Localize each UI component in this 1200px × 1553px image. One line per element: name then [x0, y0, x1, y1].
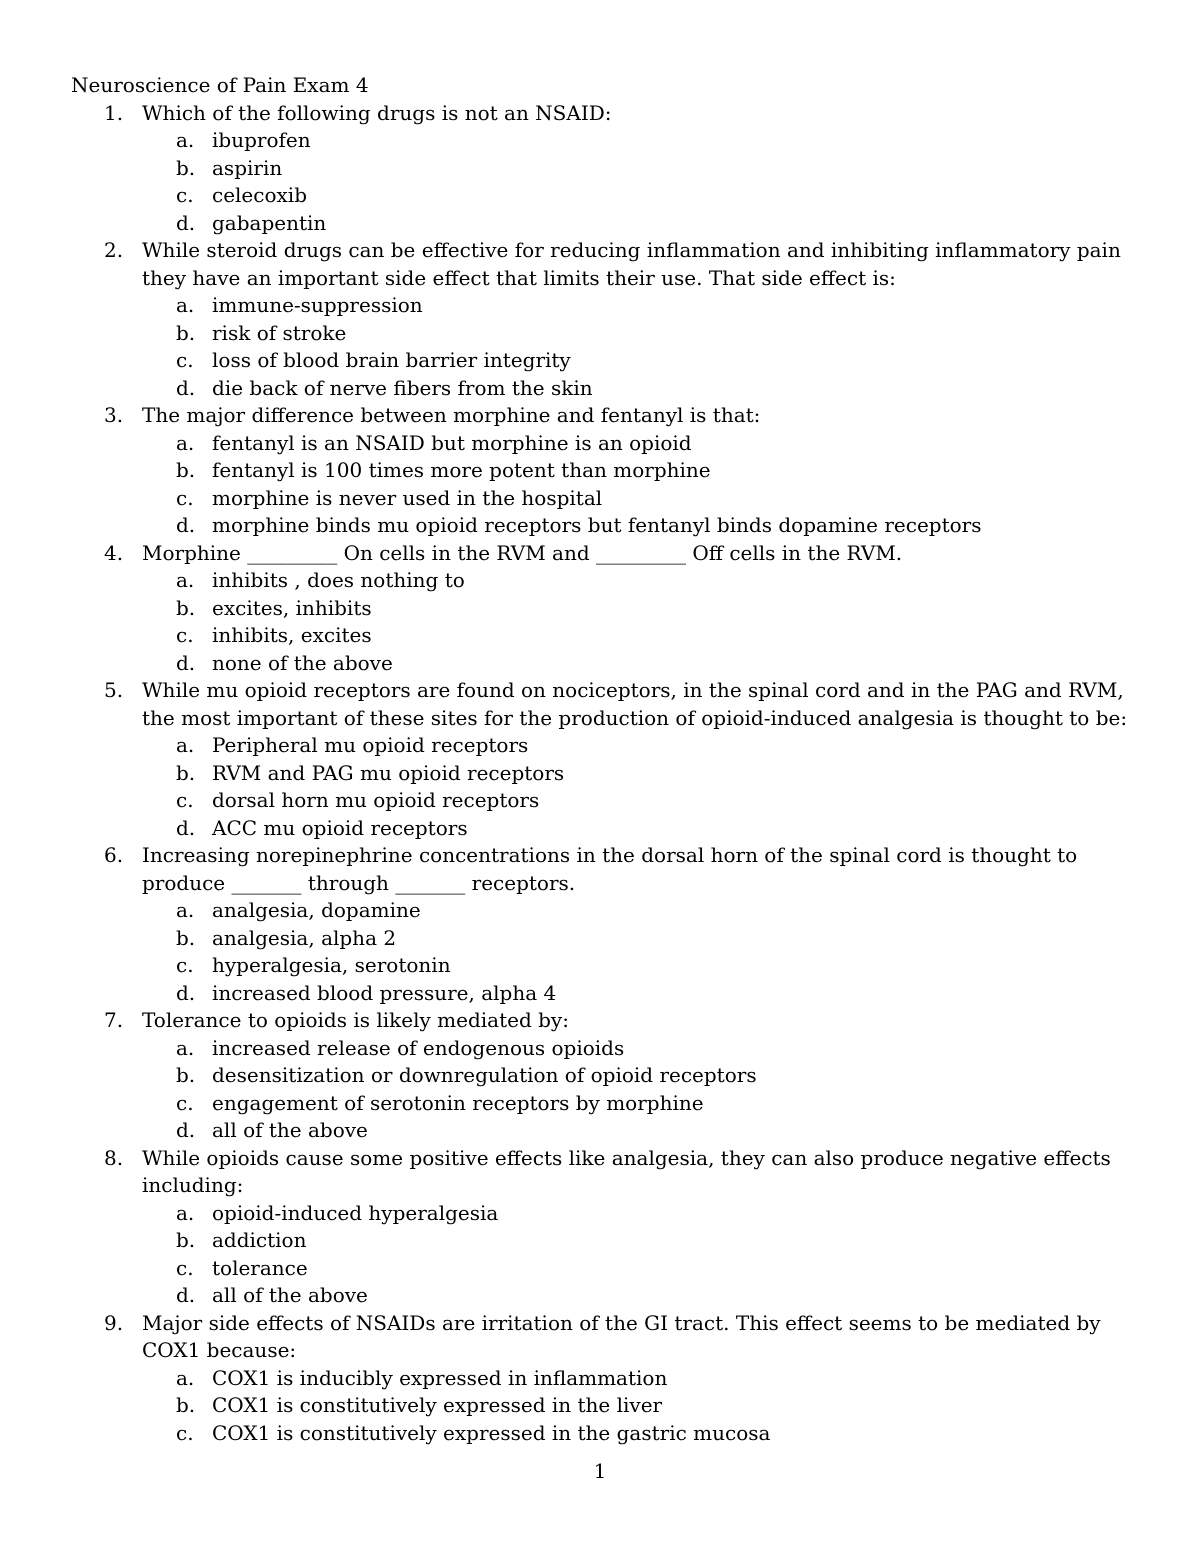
option-text: COX1 is constitutively expressed in the gastric mucosa	[212, 1420, 771, 1445]
question-item	[71, 677, 1151, 842]
option-letter: b.	[176, 155, 196, 180]
option-text: immune-suppression	[212, 293, 423, 317]
answer-option-list	[142, 292, 1151, 402]
option-letter: d.	[176, 650, 196, 675]
answer-option	[142, 595, 1151, 623]
question-text: The major difference between morphine and fentanyl is that:	[142, 403, 761, 427]
option-letter: c.	[176, 1420, 194, 1445]
question-text: While mu opioid receptors are found on nociceptors, in the spinal cord and in the PAG and RVM, the most important of these sites for the production of opioid-induced analgesia is thought to be:	[142, 678, 1128, 730]
option-text: risk of stroke	[212, 320, 347, 345]
question-text: Increasing norepinephrine concentrations in the dorsal horn of the spinal cord is thought to produce _______ through _______ receptors.	[142, 843, 1078, 895]
answer-option	[142, 1365, 1151, 1393]
question-text: While steroid drugs can be effective for reducing inflammation and inhibiting inflammatory pain they have an important side effect that limits their use. That side effect is:	[142, 238, 1121, 290]
answer-option	[142, 320, 1151, 348]
option-text: celecoxib	[212, 183, 307, 207]
question-item	[71, 1007, 1151, 1145]
question-item	[71, 402, 1151, 540]
option-letter: c.	[176, 1090, 194, 1115]
question-number: 2.	[104, 238, 124, 262]
option-letter: a.	[176, 430, 195, 455]
question-item	[71, 1145, 1151, 1310]
option-text: tolerance	[212, 1255, 308, 1280]
answer-option	[142, 1227, 1151, 1255]
option-letter: d.	[176, 1118, 196, 1142]
option-text: inhibits, excites	[212, 623, 372, 647]
answer-option-list	[142, 732, 1151, 842]
question-number: 1.	[104, 100, 124, 125]
option-text: loss of blood brain barrier integrity	[212, 348, 571, 372]
answer-option-list	[142, 127, 1151, 237]
option-letter: c.	[176, 1255, 194, 1280]
question-text: Major side effects of NSAIDs are irritation of the GI tract. This effect seems to be mediated by COX1 because:	[142, 1310, 1101, 1362]
answer-option	[142, 127, 1151, 155]
question-list	[71, 100, 1151, 1448]
option-letter: a.	[176, 733, 195, 757]
answer-option-list	[142, 567, 1151, 677]
option-text: morphine is never used in the hospital	[212, 485, 603, 510]
answer-option	[142, 1420, 1151, 1448]
question-number: 4.	[104, 540, 124, 565]
option-letter: d.	[176, 375, 196, 400]
option-text: excites, inhibits	[212, 595, 372, 620]
answer-option	[142, 182, 1151, 210]
option-letter: a.	[176, 128, 195, 152]
option-text: increased release of endogenous opioids	[212, 1035, 625, 1060]
option-letter: b.	[176, 760, 196, 785]
answer-option	[142, 1035, 1151, 1063]
option-text: all of the above	[212, 1118, 368, 1142]
option-letter: b.	[176, 1063, 196, 1087]
option-text: die back of nerve fibers from the skin	[212, 375, 593, 400]
answer-option	[142, 512, 1151, 540]
option-text: analgesia, alpha 2	[212, 925, 397, 950]
answer-option	[142, 787, 1151, 815]
document-body	[71, 72, 1151, 1447]
option-text: engagement of serotonin receptors by morphine	[212, 1090, 704, 1115]
option-letter: d.	[176, 815, 196, 840]
option-text: COX1 is inducibly expressed in inflammation	[212, 1365, 668, 1390]
option-text: hyperalgesia, serotonin	[212, 953, 451, 977]
option-letter: c.	[176, 183, 194, 207]
answer-option	[142, 1255, 1151, 1283]
option-text: inhibits , does nothing to	[212, 568, 465, 592]
answer-option	[142, 650, 1151, 678]
answer-option	[142, 485, 1151, 513]
answer-option	[142, 1392, 1151, 1420]
answer-option	[142, 430, 1151, 458]
answer-option	[142, 732, 1151, 760]
option-text: Peripheral mu opioid receptors	[212, 733, 529, 757]
option-letter: b.	[176, 320, 196, 345]
answer-option	[142, 1090, 1151, 1118]
question-number: 7.	[104, 1008, 124, 1032]
question-number: 3.	[104, 403, 124, 427]
page-number: 1	[593, 1459, 607, 1483]
option-letter: d.	[176, 210, 196, 235]
question-item	[71, 237, 1151, 402]
option-text: aspirin	[212, 155, 283, 180]
answer-option-list	[142, 1035, 1151, 1145]
option-text: fentanyl is 100 times more potent than morphine	[212, 458, 711, 482]
answer-option	[142, 1062, 1151, 1090]
option-letter: d.	[176, 1283, 196, 1307]
question-text: Tolerance to opioids is likely mediated by:	[142, 1008, 569, 1032]
option-text: morphine binds mu opioid receptors but fentanyl binds dopamine receptors	[212, 513, 982, 537]
answer-option	[142, 1117, 1151, 1145]
question-number: 5.	[104, 678, 124, 702]
answer-option	[142, 815, 1151, 843]
answer-option-list	[142, 430, 1151, 540]
question-item	[71, 540, 1151, 678]
option-letter: d.	[176, 980, 196, 1005]
option-text: addiction	[212, 1228, 307, 1252]
answer-option	[142, 375, 1151, 403]
answer-option-list	[142, 1200, 1151, 1310]
option-text: none of the above	[212, 650, 393, 675]
option-text: increased blood pressure, alpha 4	[212, 980, 557, 1005]
option-letter: b.	[176, 458, 196, 482]
question-number: 8.	[104, 1145, 124, 1170]
question-item	[71, 1310, 1151, 1448]
option-letter: a.	[176, 568, 195, 592]
option-text: opioid-induced hyperalgesia	[212, 1200, 499, 1225]
answer-option	[142, 980, 1151, 1008]
option-letter: b.	[176, 1393, 196, 1417]
answer-option-list	[142, 897, 1151, 1007]
answer-option	[142, 567, 1151, 595]
option-letter: d.	[176, 513, 196, 537]
option-text: fentanyl is an NSAID but morphine is an opioid	[212, 430, 692, 455]
option-text: all of the above	[212, 1283, 368, 1307]
answer-option	[142, 897, 1151, 925]
answer-option	[142, 925, 1151, 953]
option-letter: b.	[176, 925, 196, 950]
option-letter: c.	[176, 788, 194, 812]
option-letter: c.	[176, 485, 194, 510]
question-text: While opioids cause some positive effects like analgesia, they can also produce negative effects including:	[142, 1145, 1111, 1197]
answer-option	[142, 292, 1151, 320]
option-letter: c.	[176, 623, 194, 647]
answer-option	[142, 622, 1151, 650]
question-item	[71, 842, 1151, 1007]
option-letter: a.	[176, 1035, 195, 1060]
option-text: gabapentin	[212, 210, 327, 235]
answer-option	[142, 952, 1151, 980]
answer-option	[142, 347, 1151, 375]
option-text: analgesia, dopamine	[212, 898, 421, 922]
answer-option	[142, 1200, 1151, 1228]
option-letter: a.	[176, 293, 195, 317]
option-letter: a.	[176, 1200, 195, 1225]
option-text: ACC mu opioid receptors	[212, 815, 468, 840]
question-number: 9.	[104, 1310, 124, 1335]
option-text: RVM and PAG mu opioid receptors	[212, 760, 565, 785]
question-text: Which of the following drugs is not an NSAID:	[142, 100, 612, 125]
question-number: 6.	[104, 843, 124, 867]
document-title: Neuroscience of Pain Exam 4	[71, 73, 369, 97]
option-letter: b.	[176, 1228, 196, 1252]
option-letter: a.	[176, 898, 195, 922]
answer-option	[142, 1282, 1151, 1310]
answer-option	[142, 155, 1151, 183]
option-letter: c.	[176, 348, 194, 372]
option-text: ibuprofen	[212, 128, 311, 152]
answer-option-list	[142, 1365, 1151, 1448]
option-text: COX1 is constitutively expressed in the liver	[212, 1393, 663, 1417]
question-item	[71, 100, 1151, 238]
option-letter: a.	[176, 1365, 195, 1390]
question-text: Morphine _________ On cells in the RVM and _________ Off cells in the RVM.	[142, 540, 903, 565]
option-letter: c.	[176, 953, 194, 977]
option-letter: b.	[176, 595, 196, 620]
option-text: desensitization or downregulation of opioid receptors	[212, 1063, 757, 1087]
answer-option	[142, 457, 1151, 485]
answer-option	[142, 760, 1151, 788]
answer-option	[142, 210, 1151, 238]
option-text: dorsal horn mu opioid receptors	[212, 788, 540, 812]
